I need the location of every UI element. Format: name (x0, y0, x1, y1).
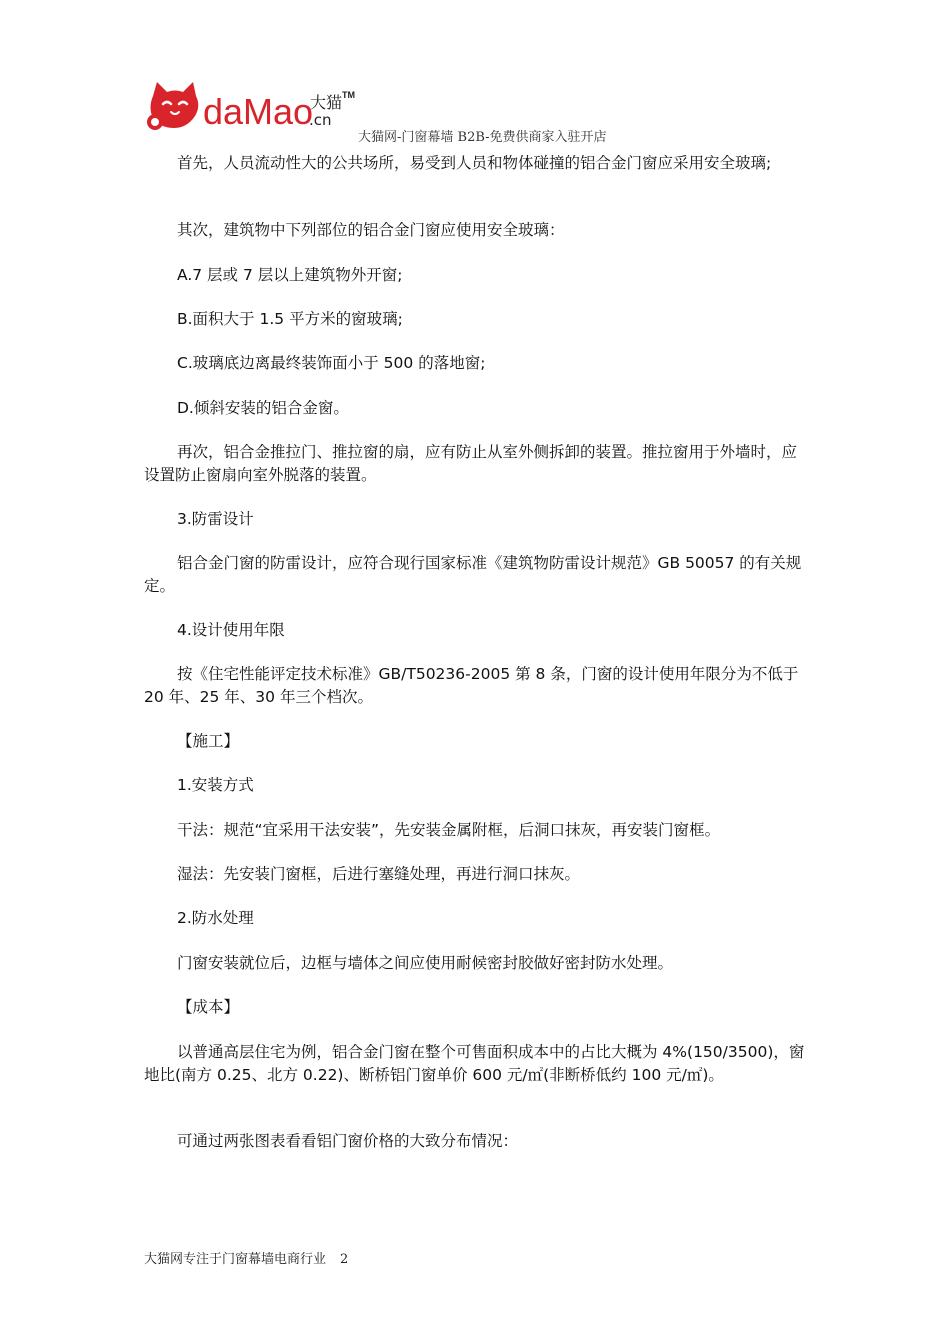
logo-tm: TM (342, 90, 355, 100)
paragraph: 门窗安装就位后，边框与墙体之间应使用耐候密封胶做好密封防水处理。 (177, 954, 674, 972)
page-number: 2 (340, 1252, 349, 1267)
logo-wordmark: daMao (203, 91, 314, 132)
paragraph: 干法：规范“宜采用干法安装”，先安装金属附框，后洞口抹灰，再安装门窗框。 (177, 821, 721, 839)
site-tagline: 大猫网-门窗幕墙 B2B-免费供商家入驻开店 (358, 130, 607, 145)
paragraph: 首先，人员流动性大的公共场所，易受到人员和物体碰撞的铝合金门窗应采用安全玻璃; (177, 154, 772, 172)
list-item: A.7 层或 7 层以上建筑物外开窗; (177, 266, 403, 284)
section-heading: 【成本】 (177, 998, 240, 1016)
paragraph: 按《住宅性能评定技术标准》GB/T50236-2005 第 8 条，门窗的设计使用年限分为不低于 20 年、25 年、30 年三个档次。 (144, 665, 799, 706)
paragraph: 其次，建筑物中下列部位的铝合金门窗应使用安全玻璃： (177, 221, 565, 239)
logo-domain: .cn (309, 111, 332, 129)
section-heading: 1.安装方式 (177, 776, 254, 794)
cat-mascot-icon (147, 82, 198, 130)
paragraph: 湿法：先安装门窗框，后进行塞缝处理，再进行洞口抹灰。 (177, 865, 581, 883)
footer-text: 大猫网专注于门窗幕墙电商行业 (144, 1252, 327, 1267)
list-item: B.面积大于 1.5 平方米的窗玻璃; (177, 310, 403, 328)
page-footer (144, 1248, 348, 1267)
logo-cn: 大猫 (310, 93, 343, 112)
paragraph: 铝合金门窗的防雷设计，应符合现行国家标准《建筑物防雷设计规范》GB 50057 的有关规定。 (144, 554, 802, 595)
section-heading: 【施工】 (177, 732, 240, 750)
section-heading: 3.防雷设计 (177, 510, 254, 528)
paragraph: 可通过两张图表看看铝门窗价格的大致分布情况： (177, 1132, 519, 1150)
list-item: D.倾斜安装的铝合金窗。 (177, 399, 349, 417)
paragraph: 再次，铝合金推拉门、推拉窗的扇，应有防止从室外侧拆卸的装置。推拉窗用于外墙时，应设置防止窗扇向室外脱落的装置。 (144, 443, 798, 484)
section-heading: 2.防水处理 (177, 909, 254, 927)
damao-logo (145, 78, 365, 134)
paragraph: 以普通高层住宅为例，铝合金门窗在整个可售面积成本中的占比大概为 4%(150/3500)，窗地比(南方 0.25、北方 0.22)、断桥铝门窗单价 600 元/㎡(非断桥低约 100 元/㎡)。 (144, 1043, 805, 1084)
section-heading: 4.设计使用年限 (177, 621, 285, 639)
list-item: C.玻璃底边离最终装饰面小于 500 的落地窗; (177, 354, 486, 372)
